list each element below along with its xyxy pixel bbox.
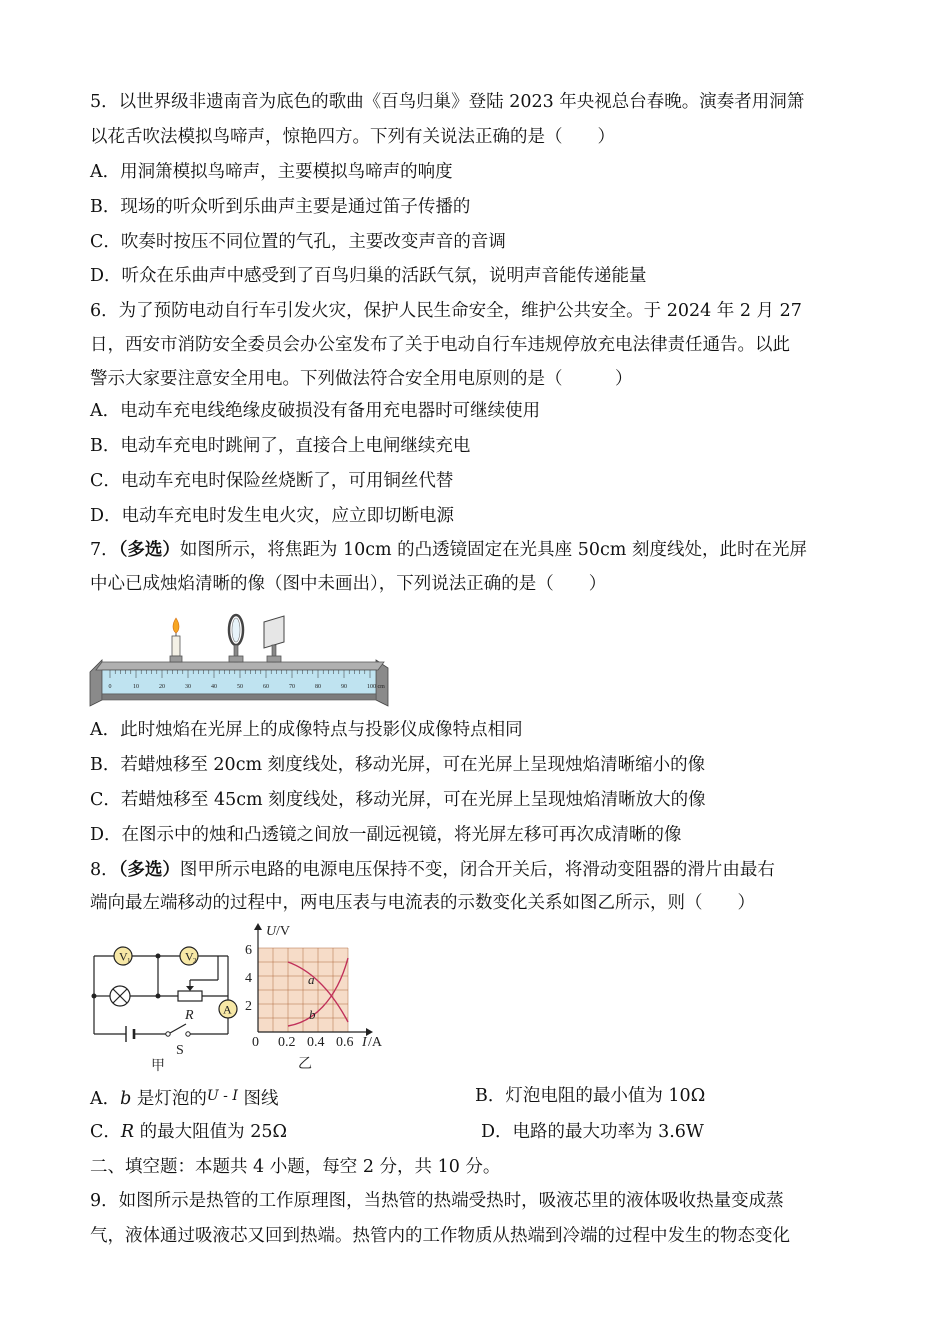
q7-stem-text: 如图所示，将焦距为 10cm 的凸透镜固定在光具座 50cm 刻度线处，此时在光屏 <box>179 540 807 560</box>
q8-option-c <box>90 1120 287 1144</box>
x-axis-label-symbol: I <box>362 1035 367 1050</box>
q8-option-a-suffix: 图线 <box>237 1089 279 1109</box>
q8-option-c-prefix: C． <box>90 1122 121 1142</box>
curve-b-label: b <box>309 1007 316 1022</box>
q5-stem-line2: 以花舌吹法模拟鸟啼声，惊艳四方。下列有关说法正确的是（ ） <box>90 127 615 147</box>
x-tick-label: 0 <box>252 1035 259 1050</box>
voltmeter-v1-label: V <box>119 949 128 964</box>
section-2-heading: 二、填空题：本题共 4 小题，每空 2 分，共 10 分。 <box>90 1157 501 1177</box>
ruler-tick-label: 100 cm <box>367 684 385 690</box>
circuit-diagram <box>88 930 238 1080</box>
ruler-tick-label: 10 <box>133 684 139 690</box>
q8-stem-line1 <box>90 858 775 882</box>
q5-stem-line1: 5．以世界级非遗南音为底色的歌曲《百鸟归巢》登陆 2023 年央视总台春晚。演奏者用洞箫 <box>90 92 805 112</box>
q7-option-d: D．在图示中的烛和凸透镜之间放一副远视镜，将光屏左移可再次成清晰的像 <box>90 825 682 845</box>
q8-option-a-i: I <box>232 1088 238 1104</box>
q5-option-d: D．听众在乐曲声中感受到了百鸟归巢的活跃气氛，说明声音能传递能量 <box>90 266 647 286</box>
y-axis-label-unit: /V <box>276 924 290 939</box>
q5-option-a: A．用洞箫模拟鸟啼声，主要模拟鸟啼声的响度 <box>90 162 453 182</box>
candle <box>170 618 182 662</box>
curve-a-label: a <box>308 972 315 987</box>
ruler-tick-label: 50 <box>237 684 243 690</box>
q7-option-c: C．若蜡烛移至 45cm 刻度线处，移动光屏，可在光屏上呈现烛焰清晰放大的像 <box>90 790 706 810</box>
q6-option-c: C．电动车充电时保险丝烧断了，可用铜丝代替 <box>90 471 454 491</box>
ruler-tick-label: 20 <box>159 684 165 690</box>
rheostat-label: R <box>185 1008 194 1023</box>
ruler-tick-label: 30 <box>185 684 191 690</box>
q8-option-a-prefix: A． <box>90 1089 121 1109</box>
y-axis-arrow-icon <box>254 923 262 930</box>
ammeter-label: A <box>223 1002 232 1017</box>
ruler-tick-label: 40 <box>211 684 217 690</box>
y-tick-label: 2 <box>245 999 252 1014</box>
voltmeter-v1-icon <box>114 947 132 965</box>
q6-option-d: D．电动车充电时发生电火灾，应立即切断电源 <box>90 506 455 526</box>
q8-multi-select-tag: （多选） <box>118 860 180 880</box>
q5-option-c: C．吹奏时按压不同位置的气孔，主要改变声音的音调 <box>90 232 506 252</box>
q8-number: 8． <box>90 860 119 880</box>
graph-caption: 乙 <box>298 1057 312 1072</box>
ruler-tick-label: 90 <box>341 684 347 690</box>
voltmeter-v2-icon <box>180 947 198 965</box>
y-tick-label: 6 <box>245 943 252 958</box>
q7-stem-line2: 中心已成烛焰清晰的像（图中未画出），下列说法正确的是（ ） <box>90 574 607 594</box>
q8-option-a-b: b <box>120 1089 132 1109</box>
q6-stem-line3: 警示大家要注意安全用电。下列做法符合安全用电原则的是（ ） <box>90 369 633 389</box>
q8-option-b: B．灯泡电阻的最小值为 10Ω <box>475 1086 706 1106</box>
x-tick-label: 0.6 <box>336 1035 354 1050</box>
q6-stem-line1: 6．为了预防电动自行车引发火灾，保护人民生命安全，维护公共安全。于 2024 年 2 月 27 <box>90 301 802 321</box>
q8-option-a-dash: - <box>218 1088 233 1104</box>
q8-option-a-u: U <box>206 1088 219 1104</box>
battery-icon <box>126 1026 134 1042</box>
optical-bench-figure <box>88 612 394 708</box>
rheostat-icon <box>178 991 202 1001</box>
q7-stem-line1 <box>90 538 807 562</box>
q7-option-a: A．此时烛焰在光屏上的成像特点与投影仪成像特点相同 <box>90 720 523 740</box>
x-axis-label-unit: /A <box>368 1035 382 1050</box>
switch-label: S <box>176 1043 184 1058</box>
bench-rail-top <box>96 662 384 670</box>
y-axis-label-symbol: U <box>266 924 277 939</box>
ui-graph <box>240 918 390 1078</box>
q8-option-a <box>90 1084 278 1111</box>
q7-multi-select-tag: （多选） <box>118 540 180 560</box>
ruler-tick-label: 80 <box>315 684 321 690</box>
x-tick-label: 0.4 <box>307 1035 325 1050</box>
q7-option-b: B．若蜡烛移至 20cm 刻度线处，移动光屏，可在光屏上呈现烛焰清晰缩小的像 <box>90 755 706 775</box>
circuit-caption: 甲 <box>151 1059 165 1074</box>
q7-number: 7． <box>90 540 119 560</box>
slider-arrow-icon <box>186 986 194 991</box>
convex-lens <box>229 615 243 662</box>
ruler-tick-label: 70 <box>289 684 295 690</box>
q9-stem-line1: 9．如图所示是热管的工作原理图，当热管的热端受热时，吸液芯里的液体吸收热量变成蒸 <box>90 1191 784 1211</box>
ruler-tick-label: 60 <box>263 684 269 690</box>
y-tick-label: 4 <box>245 971 252 986</box>
voltmeter-v2-subscript: 2 <box>193 957 197 965</box>
lamp-icon <box>110 986 130 1006</box>
q8-option-d: D．电路的最大功率为 3.6W <box>481 1122 704 1142</box>
q8-option-a-mid: 是灯泡的 <box>131 1089 207 1109</box>
ruler-tick-label: 0 <box>108 684 112 690</box>
q8-stem-text: 图甲所示电路的电源电压保持不变，闭合开关后，将滑动变阻器的滑片由最右 <box>179 860 775 880</box>
q8-stem-line2: 端向最左端移动的过程中，两电压表与电流表的示数变化关系如图乙所示，则（ ） <box>90 893 755 913</box>
light-screen <box>264 616 284 662</box>
candle-flame-icon <box>173 618 179 633</box>
voltmeter-v1-subscript: 1 <box>127 957 131 965</box>
q6-option-b: B．电动车充电时跳闸了，直接合上电闸继续充电 <box>90 436 471 456</box>
voltmeter-v2-label: V <box>185 949 194 964</box>
ammeter-icon <box>219 1000 237 1018</box>
q6-stem-line2: 日，西安市消防安全委员会办公室发布了关于电动自行车违规停放充电法律责任通告。以此 <box>90 335 790 355</box>
x-tick-label: 0.2 <box>278 1035 296 1050</box>
bench-base <box>102 694 376 700</box>
bench-ruler <box>102 670 376 694</box>
q8-option-c-r: R <box>120 1122 135 1142</box>
switch-icon <box>166 1024 190 1036</box>
q8-option-c-suffix: 的最大阻值为 25Ω <box>134 1122 287 1142</box>
q9-stem-line2: 气，液体通过吸液芯又回到热端。热管内的工作物质从热端到冷端的过程中发生的物态变化 <box>90 1226 790 1246</box>
q5-option-b: B．现场的听众听到乐曲声主要是通过笛子传播的 <box>90 197 471 217</box>
q6-option-a: A．电动车充电线绝缘皮破损没有备用充电器时可继续使用 <box>90 401 541 421</box>
